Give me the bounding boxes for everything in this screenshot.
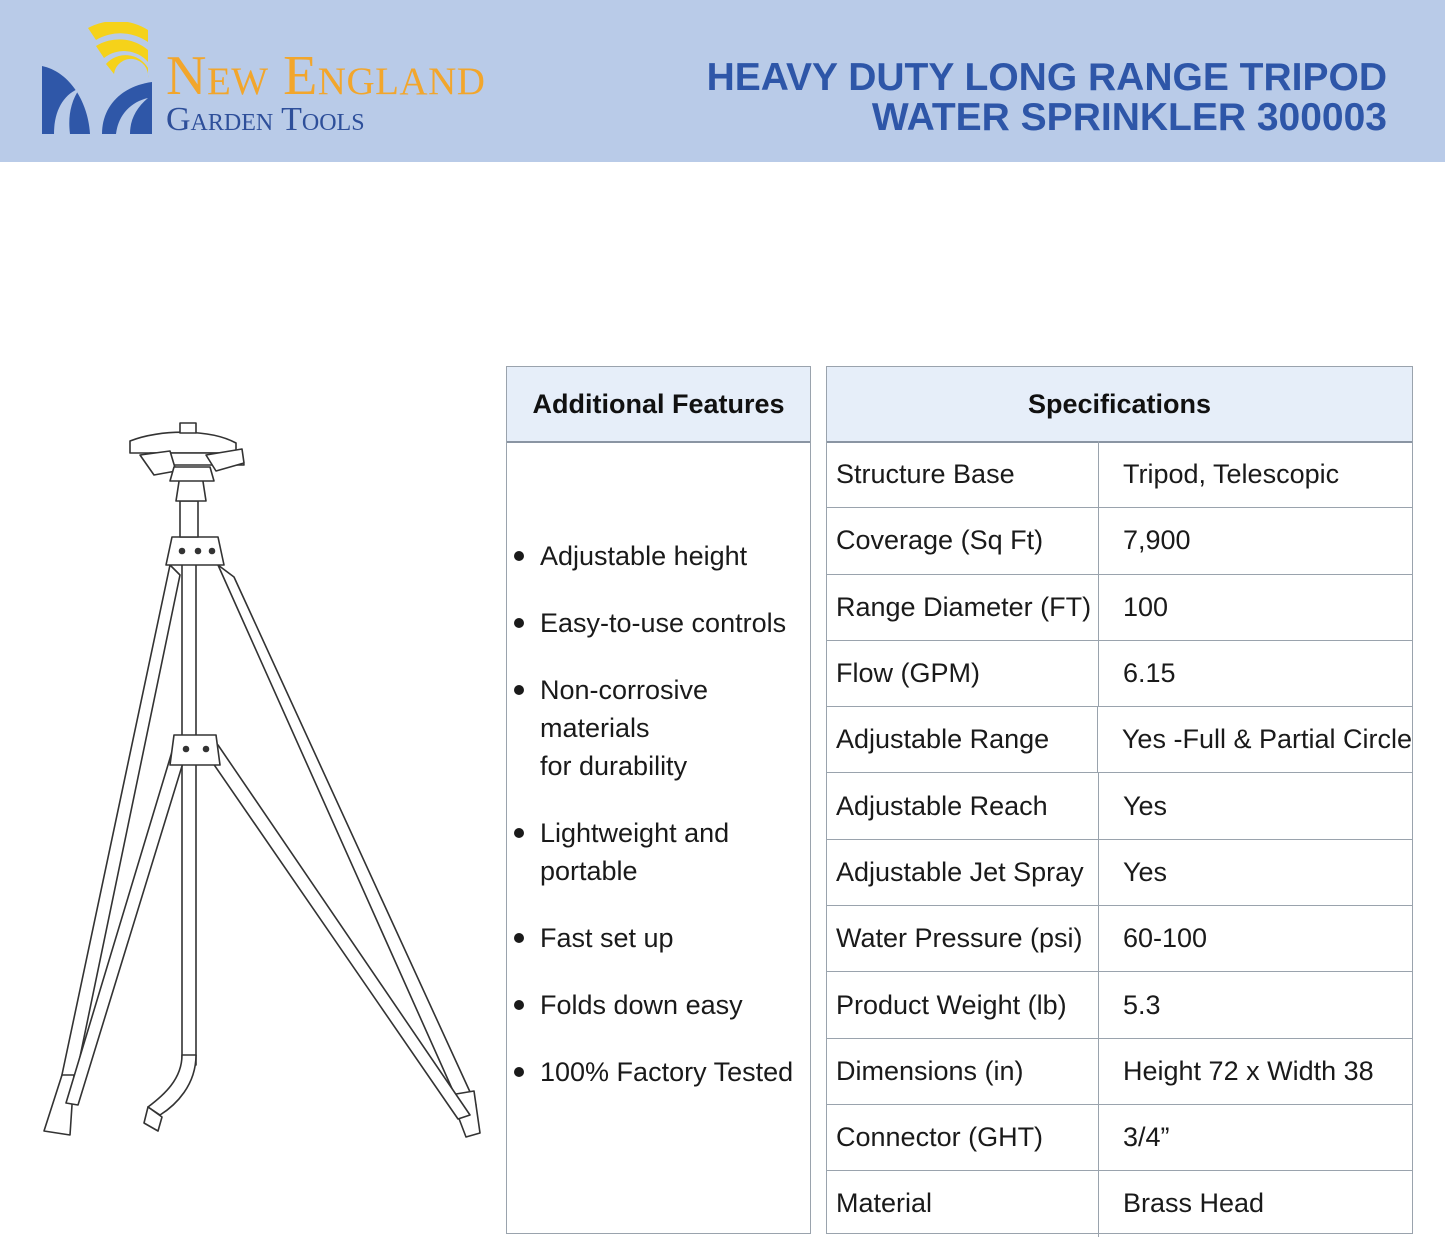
spec-key: Product Weight (lb)	[827, 972, 1099, 1037]
bullet-icon	[514, 933, 524, 943]
table-row	[827, 1038, 1412, 1104]
spec-key: Range Diameter (FT)	[827, 575, 1099, 640]
spec-value: 6.15	[1123, 658, 1176, 689]
spec-value: 3/4”	[1123, 1122, 1170, 1153]
bullet-icon	[514, 828, 524, 838]
spec-value: 7,900	[1123, 525, 1191, 556]
table-row	[827, 574, 1412, 640]
additional-features-panel	[506, 366, 811, 1234]
spec-key: Connector (GHT)	[827, 1105, 1099, 1170]
spec-key: Adjustable Range	[827, 707, 1098, 772]
spec-key: Material	[827, 1171, 1099, 1236]
spec-value: 100	[1123, 591, 1169, 622]
list-item: Non-corrosive materials for durability	[507, 671, 810, 785]
product-title	[707, 58, 1387, 138]
spec-value: Tripod, Telescopic	[1123, 458, 1340, 489]
bullet-icon	[514, 551, 524, 561]
table-row	[827, 1170, 1412, 1236]
list-item: 100% Factory Tested	[507, 1053, 810, 1091]
spec-value: Brass Head	[1123, 1188, 1265, 1219]
spec-key: Flow (GPM)	[827, 641, 1099, 706]
table-row	[827, 1104, 1412, 1170]
table-row	[827, 507, 1412, 573]
brand-tagline: Garden Tools	[166, 101, 365, 138]
spec-key: Structure Base	[827, 441, 1099, 507]
spec-key: Coverage (Sq Ft)	[827, 508, 1099, 573]
features-list	[507, 537, 810, 1120]
product-title-line1: HEAVY DUTY LONG RANGE TRIPOD	[706, 56, 1387, 99]
spec-value: Yes -Full & Partial Circle	[1121, 724, 1412, 755]
spec-key: Water Pressure (psi)	[827, 906, 1099, 971]
specs-table	[827, 441, 1412, 1237]
table-row	[827, 640, 1412, 706]
spec-value: Height 72 x Width 38	[1123, 1055, 1374, 1086]
bullet-icon	[514, 685, 524, 695]
tripod-sprinkler-illustration	[30, 415, 490, 1145]
list-item: Easy-to-use controls	[507, 604, 810, 642]
bullet-icon	[514, 1067, 524, 1077]
spec-value: 5.3	[1123, 989, 1161, 1020]
spec-key: Dimensions (in)	[827, 1039, 1099, 1104]
list-item: Fast set up	[507, 919, 810, 957]
spec-value: Yes	[1123, 856, 1168, 887]
brand-logo-icon	[40, 22, 160, 142]
list-item: Adjustable height	[507, 537, 810, 575]
table-row	[827, 971, 1412, 1037]
specs-heading: Specifications	[827, 367, 1412, 443]
bullet-icon	[514, 618, 524, 628]
table-row	[827, 839, 1412, 905]
page-header	[0, 0, 1445, 162]
list-item: Folds down easy	[507, 986, 810, 1024]
product-title-line2: WATER SPRINKLER 300003	[871, 96, 1387, 139]
spec-key: Adjustable Reach	[827, 773, 1099, 838]
table-row	[827, 905, 1412, 971]
spec-value: Yes	[1123, 790, 1168, 821]
table-row	[827, 706, 1412, 772]
features-heading: Additional Features	[507, 367, 810, 443]
spec-value: 60-100	[1123, 923, 1208, 954]
brand-name: New England	[166, 45, 486, 107]
bullet-icon	[514, 1000, 524, 1010]
list-item: Lightweight and portable	[507, 814, 810, 890]
table-row	[827, 441, 1412, 507]
spec-key: Adjustable Jet Spray	[827, 840, 1099, 905]
table-row	[827, 772, 1412, 838]
specifications-panel	[826, 366, 1413, 1234]
